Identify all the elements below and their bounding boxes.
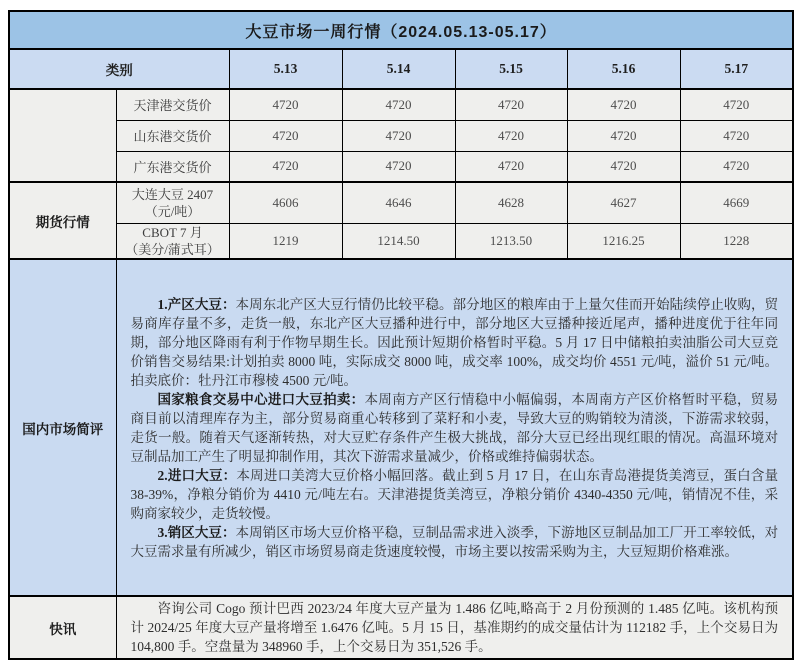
cell-value: 4669	[680, 182, 793, 223]
cell-value: 4720	[680, 89, 793, 120]
commentary-content	[116, 259, 793, 596]
news-text: 咨询公司 Cogo 预计巴西 2023/24 年度大豆产量为 1.486 亿吨,略高于 2 月份预测的 1.485 亿吨。该机构预计 2024/25 年度大豆产量将增至 1.6476 亿吨。5 月 15 日，基准期约的成交量估计为 112182 手，上个交易日为 104,800 手。空盘量为 348960 手，上个交易日为 351,526 手。	[130, 601, 779, 654]
row-label	[116, 223, 229, 259]
date-header: 5.13	[229, 49, 342, 89]
cell-value: 4720	[229, 89, 342, 120]
soybean-weekly-table	[8, 10, 794, 660]
cell-value: 4720	[229, 151, 342, 182]
row-label-line2: （元/吨）	[144, 203, 201, 219]
row-label-line1: 大连大豆 2407	[131, 186, 214, 202]
cell-value: 4628	[455, 182, 567, 223]
cell-value: 1219	[229, 223, 342, 259]
cell-value: 4720	[342, 120, 455, 151]
date-header: 5.16	[567, 49, 680, 89]
date-header: 5.14	[342, 49, 455, 89]
paragraph-text: 本周销区市场大豆价格平稳，豆制品需求进入淡季，下游地区豆制品加工厂开工率较低，对大豆需求量有所减少，销区市场贸易商走货速度较慢，市场主要以按需采购为主，大豆短期价格难涨。	[130, 524, 779, 559]
table-row-shandong	[9, 120, 793, 151]
paragraph-text: 本周进口美湾大豆价格小幅回落。截止到 5 月 17 日，在山东青岛港提货美湾豆，蛋白含量 38-39%，净粮分销价为 4410 元/吨左右。天津港提货美湾豆，净粮分销价 4340-4350 元/吨，销情况不佳，采购商家较少，走货较慢。	[130, 467, 779, 521]
paragraph-lead: 3.销区大豆：	[157, 524, 236, 540]
page-title: 大豆市场一周行情（2024.05.13-05.17）	[9, 11, 793, 49]
table-row-dalian-futures	[9, 182, 793, 223]
cell-value: 4720	[567, 120, 680, 151]
date-header: 5.17	[680, 49, 793, 89]
category-header: 类别	[9, 49, 229, 89]
cell-value: 4720	[680, 120, 793, 151]
cell-value: 4646	[342, 182, 455, 223]
paragraph-text: 本周东北产区大豆行情仍比较平稳。部分地区的粮库由于上量欠佳而开始陆续停止收购，贸易商库存量不多，走货一般，东北产区大豆播种进行中，部分地区大豆播种接近尾声，播种进度优于往年同期，部分地区降雨有利于作物早期生长。因此预计短期价格暂时平稳。5 月 17 日中储粮拍卖油脂公司大豆竞价销售交易结果:计划拍卖 8000 吨，实际成交 8000 吨，成交率 100%，成交均价 4551 元/吨，溢价 51 元/吨。拍卖底价：牡丹江市穆棱 4500 元/吨。	[130, 296, 779, 388]
paragraph-lead: 1.产区大豆：	[157, 296, 236, 312]
row-label: 山东港交货价	[116, 120, 229, 151]
cell-value: 4720	[567, 151, 680, 182]
futures-section-label: 期货行情	[9, 182, 116, 259]
news-section-label: 快讯	[9, 596, 116, 659]
row-label: 广东港交货价	[116, 151, 229, 182]
cell-value: 4720	[680, 151, 793, 182]
cell-value: 4606	[229, 182, 342, 223]
commentary-paragraph	[131, 390, 779, 466]
cell-value: 1213.50	[455, 223, 567, 259]
cell-value: 4720	[567, 89, 680, 120]
table-row-tianjin	[9, 89, 793, 120]
cell-value: 4627	[567, 182, 680, 223]
cell-value: 4720	[455, 151, 567, 182]
cell-value: 4720	[342, 151, 455, 182]
commentary-section-label: 国内市场简评	[9, 259, 116, 596]
row-label-line2: （美分/蒲式耳）	[125, 241, 220, 257]
table-row-guangdong	[9, 151, 793, 182]
commentary-paragraph	[131, 295, 779, 390]
paragraph-lead: 2.进口大豆：	[157, 467, 237, 483]
column-header-row	[9, 49, 793, 89]
row-label: 天津港交货价	[116, 89, 229, 120]
cell-value: 4720	[455, 120, 567, 151]
table-row-cbot-futures	[9, 223, 793, 259]
paragraph-text: 本周南方产区行情稳中小幅偏弱，本周南方产区价格暂时平稳，贸易商目前以清理库存为主，部分贸易商重心转移到了菜籽和小麦，导致大豆的购销较为清淡，下游需求较弱，走货一般。随着天气逐渐转热，对大豆贮存条件产生极大挑战，部分大豆已经出现红眼的情况。高温环境对豆制品加工产生了明显抑制作用，其次下游需求量减少，价格或维持偏弱状态。	[130, 391, 779, 464]
commentary-paragraph	[131, 466, 779, 523]
cell-value: 4720	[342, 89, 455, 120]
title-row	[9, 11, 793, 49]
spot-section-stub	[9, 89, 116, 182]
row-label	[116, 182, 229, 223]
commentary-row	[9, 259, 793, 596]
cell-value: 1216.25	[567, 223, 680, 259]
paragraph-lead: 国家粮食交易中心进口大豆拍卖：	[157, 391, 365, 407]
row-label-line1: CBOT 7 月	[142, 224, 203, 240]
news-row	[9, 596, 793, 659]
cell-value: 1228	[680, 223, 793, 259]
cell-value: 4720	[229, 120, 342, 151]
news-content	[116, 596, 793, 659]
cell-value: 4720	[455, 89, 567, 120]
date-header: 5.15	[455, 49, 567, 89]
commentary-paragraph	[131, 523, 779, 561]
cell-value: 1214.50	[342, 223, 455, 259]
